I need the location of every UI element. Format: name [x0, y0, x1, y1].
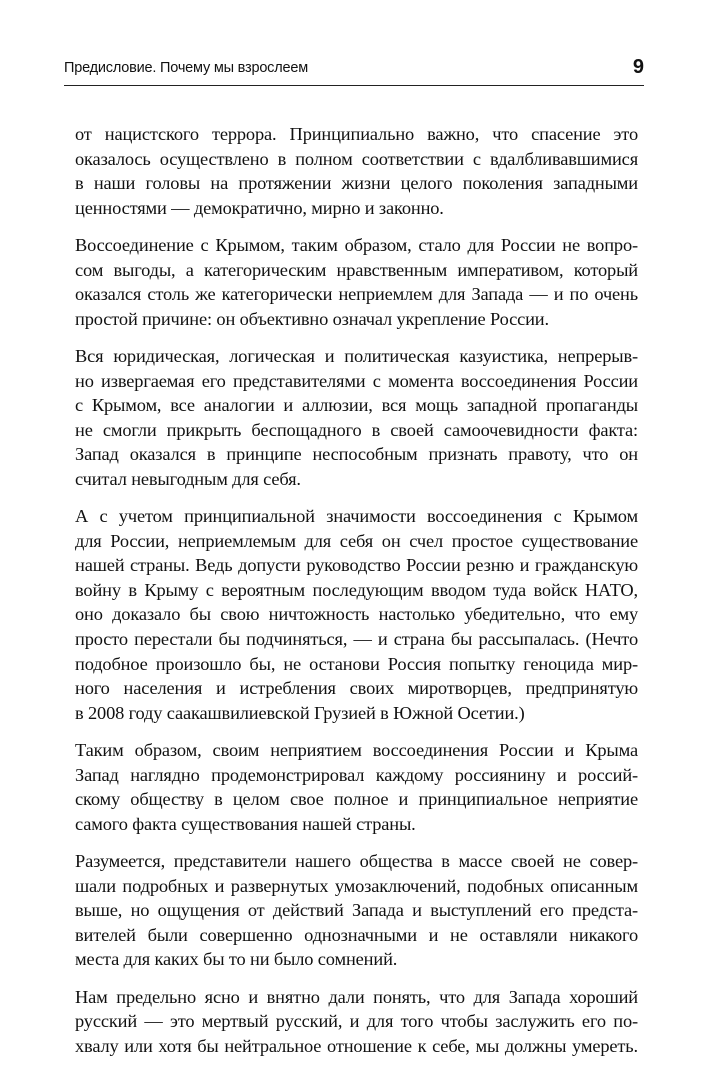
paragraph-6 — [75, 849, 638, 972]
header-divider — [64, 85, 644, 86]
text-line: Запад наглядно продемонстрировал каждому россиянину и россий- — [75, 764, 638, 785]
paragraph-4 — [75, 504, 638, 725]
text-line: в 2008 году саакашвилиевской Грузией в Южной Осетии.) — [75, 702, 525, 723]
text-line: выше, но ощущения от действий Запада и выступлений его предста- — [75, 900, 638, 921]
text-line: простой причине: он объективно означал укрепление России. — [75, 308, 549, 329]
paragraph-1 — [75, 122, 638, 220]
text-line: ценностями — демократично, мирно и законно. — [75, 197, 444, 218]
text-line: считал невыгодным для себя. — [75, 468, 301, 489]
text-line: от нацистского террора. Принципиально важно, что спасение это — [75, 124, 638, 144]
text-line: просто перестали бы подчиняться, — и страна бы рассыпалась. (Нечто — [75, 629, 638, 650]
text-line: ного населения и истребления своих миротворцев, предпринятую — [75, 678, 638, 699]
text-line: в наши головы на протяжении жизни целого поколения западными — [75, 173, 638, 194]
text-line: сом выгоды, а категорическим нравственным императивом, который — [75, 259, 638, 280]
section-title: Предисловие. Почему мы взрослеем — [64, 60, 308, 76]
text-line: оказалось осуществлено в полном соответствии с вдалбливавшимися — [75, 148, 638, 169]
text-line: Разумеется, представители нашего общества в массе своей не совер- — [75, 851, 638, 871]
text-line: Воссоединение с Крымом, таким образом, стало для России не вопро- — [75, 234, 638, 255]
text-line: А с учетом принципиальной значимости воссоединения с Крымом — [75, 506, 638, 527]
text-line: Нам предельно ясно и внятно дали понять, что для Запада хороший — [75, 986, 638, 1007]
paragraph-3 — [75, 344, 638, 492]
text-line: для России, неприемлемым для себя он счел простое существование — [75, 530, 638, 551]
text-line: подобное произошло бы, не останови Россия попытку геноцида мир- — [75, 653, 638, 674]
paragraph-2 — [75, 233, 638, 331]
text-line: с Крымом, все аналогии и аллюзии, вся мощь западной пропаганды — [75, 395, 638, 416]
running-header — [64, 56, 644, 84]
body-text — [75, 122, 638, 1071]
text-line: Таким образом, своим неприятием воссоединения России и Крыма — [75, 740, 638, 761]
text-line: вителей были совершенно однозначными и не оставляли никакого — [75, 924, 638, 945]
text-line: Вся юридическая, логическая и политическая казуистика, непрерыв- — [75, 345, 638, 366]
text-line: не смогли прикрыть беспощадного в своей самоочевидности факта: — [75, 419, 638, 440]
text-line: нашей страны. Ведь допусти руководство России резню и гражданскую — [75, 555, 638, 576]
paragraph-5 — [75, 738, 638, 836]
text-line: хвалу или хотя бы нейтральное отношение к себе, мы должны умереть. — [75, 1035, 638, 1056]
text-line: русский — это мертвый русский, и для того чтобы заслужить его по- — [75, 1011, 638, 1032]
text-line: Запад оказался в принципе неспособным признать правоту, что он — [75, 444, 638, 465]
text-line: места для каких бы то ни было сомнений. — [75, 949, 398, 970]
text-line: самого факта существования нашей страны. — [75, 813, 416, 834]
paragraph-7 — [75, 985, 638, 1059]
page-number: 9 — [632, 56, 644, 78]
text-line: оказался столь же категорически неприемлем для Запада — и по очень — [75, 284, 638, 305]
text-line: но извергаемая его представителями с момента воссоединения России — [75, 370, 638, 391]
text-line: оно доказало бы свою ничтожность настолько убедительно, что ему — [75, 604, 638, 625]
text-line: скому обществу в целом свое полное и принципиальное неприятие — [75, 789, 638, 810]
text-line: шали подробных и развернутых умозаключений, подобных описанным — [75, 875, 638, 896]
text-line: войну в Крыму с вероятным последующим вводом туда войск НАТО, — [75, 579, 638, 600]
